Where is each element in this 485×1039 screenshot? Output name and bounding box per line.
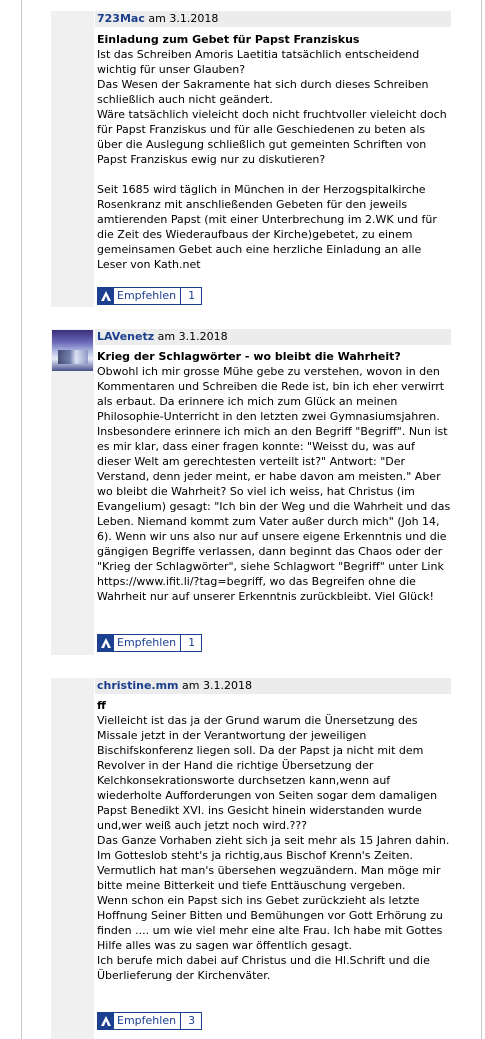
author-link[interactable]: LAVenetz <box>97 330 155 343</box>
comment-date: 3.1.2018 <box>169 12 219 25</box>
comment <box>51 11 451 307</box>
date-prefix: am <box>182 679 200 692</box>
recommend-button[interactable] <box>97 1012 202 1030</box>
comment-paragraph: Wäre tatsächlich vieleicht doch nicht fruchtvoller vieleicht doch für Papst Franziskus und für alle Geschiedenen zu beten als über die Auslegung schließlich gut gemeinten Schriften von Papst Franziskus ewig nur zu diskutieren? <box>97 108 447 166</box>
comment-date: 3.1.2018 <box>203 679 252 692</box>
recommend-count: 1 <box>188 289 196 302</box>
avatar-column <box>51 329 94 655</box>
comment-paragraph: Ich berufe mich dabei auf Christus und die Hl.Schrift und die Überlieferung der Kirchenväter. <box>97 954 430 982</box>
comment-title: ff <box>97 699 106 712</box>
author-link[interactable]: christine.mm <box>97 679 179 692</box>
comment-paragraph: Wenn schon ein Papst sich ins Gebet zurückzieht als letzte Hoffnung Seiner Bitten und Bemühungen vor Gott Erhörung zu finden .... um wie viel mehr eine alte Frau. Ich habe mit Gottes Hilfe alles was zu sagen war öffentlich gesagt. <box>97 894 443 952</box>
recommend-button[interactable] <box>97 634 202 652</box>
comment-paragraph-spacer <box>97 167 451 182</box>
comment-paragraph: Seit 1685 wird täglich in München in der Herzogspitalkirche Rosenkranz mit anschließenden Gebeten für den jeweils amtierenden Papst (mit einer Unterbrechung im 2.WK und für die Zeit des Wiederaufbaus der Kirche)gebetet, zu einem gemeinsamen Gebet auch eine herzliche Einladung an alle Leser von Kath.net <box>97 183 437 271</box>
comment-body <box>97 47 451 272</box>
recommend-label: Empfehlen <box>114 635 181 651</box>
recommend-label: Empfehlen <box>114 1013 181 1029</box>
date-prefix: am <box>148 12 166 25</box>
content-border-left <box>21 0 22 1039</box>
comment-paragraph: Das Wesen der Sakramente hat sich durch dieses Schreiben schließlich auch nicht geändert. <box>97 78 429 106</box>
comment-paragraph: Obwohl ich mir grosse Mühe gebe zu verstehen, wovon in den Kommentaren und Schreiben die Rede ist, bin ich eher verwirrt als erbaut. Da erinnere ich mich zum Glück an meinen Philosophie-Unterricht in den letzten zwei Gymnasiumsjahren. Insbesondere erinnere ich mich an den Begriff "Begriff". Nun ist es mir klar, dass einer fragen konnte: "Weisst du, was auf dieser Welt am gerechtesten verteilt ist?" Antwort: "Der Verstand, denn jeder meint, er habe davon am meisten." Aber wo bleibt die Wahrheit? So viel ich weiss, hat Christus (im Evangelium) gesagt: "Ich bin der Weg und die Wahrheit und das Leben. Niemand kommt zum Vater außer durch mich" (Joh 14, 6). Wenn wir uns also nur auf unsere eigene Erkenntnis und die gängigen Begriffe verlassen, dann beginnt das Chaos oder der "Krieg der Schlagwörter", siehe Schlagwort "Begriff" unter Link https://www.ifit.li/?tag=begriff, wo das Begreifen ohne die Wahrheit nur auf unserer Erkenntnis zurückbleibt. Viel Glück! <box>97 365 451 603</box>
user-avatar[interactable] <box>52 330 93 371</box>
date-prefix: am <box>157 330 176 343</box>
kath-logo-icon <box>98 288 114 304</box>
comment-paragraph: Ist das Schreiben Amoris Laetitia tatsächlich entscheidend wichtig für unser Glauben? <box>97 48 420 76</box>
comment-date: 3.1.2018 <box>178 330 228 343</box>
content-border-right <box>481 0 482 1039</box>
avatar-column <box>51 678 94 1039</box>
comment-paragraph: Vielleicht ist das ja der Grund warum die Ünersetzung des Missale jetzt in der Verantwortung der jeweiligen Bischifskonferenz liegen soll. Da der Papst ja nicht mit dem Revolver in der Hand die richtige Übersetzung der Kelchkonsekrationsworte durchsetzen kann,wenn auf wiederholte Aufforderungen von Seiten sogar dem damaligen Papst Benedikt XVI. ins Gesicht hinein widerstanden wurde und,wer weiß auch jetzt noch wird.??? <box>97 714 438 832</box>
recommend-button[interactable] <box>97 287 202 305</box>
recommend-count: 1 <box>188 636 196 649</box>
kath-logo-icon <box>98 635 114 651</box>
comment <box>51 678 451 1039</box>
comment-header <box>95 678 451 694</box>
comment-body <box>97 364 451 604</box>
comment-title: Einladung zum Gebet für Papst Franziskus <box>97 33 360 46</box>
comment-header <box>95 329 451 345</box>
comment-header <box>95 11 451 27</box>
author-link[interactable]: 723Mac <box>97 12 145 25</box>
comment-body <box>97 713 451 983</box>
comment-paragraph: Das Ganze Vorhaben zieht sich ja seit mehr als 15 Jahren dahin. Im Gotteslob steht's ja richtig,aus Bischof Krenn's Zeiten. Vermutlich hat man's übersehen wegzuändern. Man möge mir bitte meine Bitterkeit und tiefe Enttäuschung vergeben. <box>97 834 450 892</box>
recommend-label: Empfehlen <box>114 288 181 304</box>
comment <box>51 329 451 655</box>
recommend-count: 3 <box>188 1014 196 1027</box>
kath-logo-icon <box>98 1013 114 1029</box>
avatar-column <box>51 11 94 307</box>
comment-title: Krieg der Schlagwörter - wo bleibt die Wahrheit? <box>97 350 401 363</box>
